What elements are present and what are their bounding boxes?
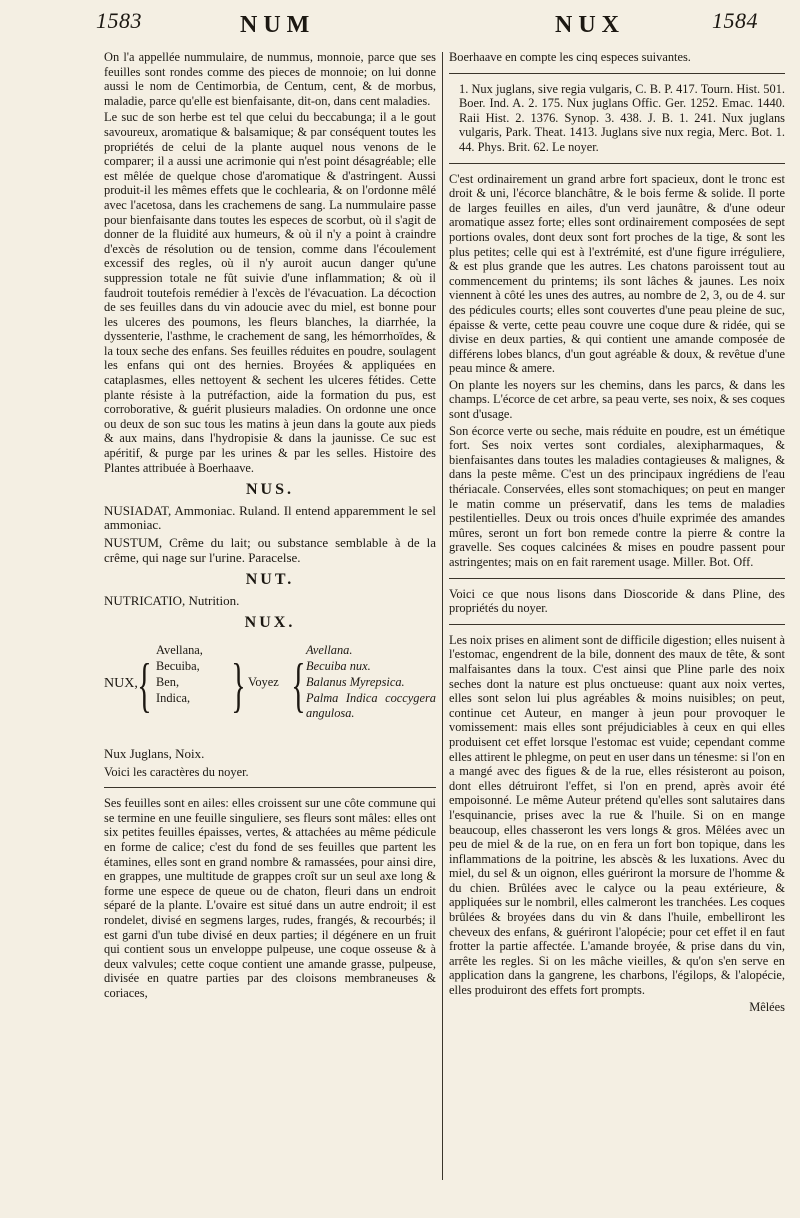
right-column — [449, 50, 785, 1014]
section-heading-nut: NUT. — [245, 571, 295, 589]
entry-nusiadat: NUSIADAT, Ammoniac. Ruland. Il entend apparemment le sel ammoniac. — [104, 502, 436, 533]
left-brace-icon: { — [137, 651, 152, 718]
section-heading-nux: NUX. — [244, 614, 296, 632]
voyez-label: Voyez — [248, 674, 279, 689]
horizontal-rule — [104, 787, 436, 788]
horizontal-rule — [449, 624, 785, 625]
column-divider — [442, 52, 443, 1180]
caracteres-line: Voici les caractères du noyer. — [104, 764, 249, 779]
dioscoride-paragraph: Voici ce que nous lisons dans Dioscoride & dans Pline, des propriétés du noyer. — [449, 586, 785, 616]
page-header — [0, 4, 800, 44]
arbre-paragraph: C'est ordinairement un grand arbre fort spacieux, dont le tronc est droit & uni, l'écorce blanchâtre, & le bois ferme & solide. Il porte de larges feuilles en ailes, d'un verd jaunâtre, & d'une odeur aromatique assez forte; elles sont ordinairement composées de sept portions ovales, dont deux sont fort proches de la tige, & sont les plus petites; celle qui est à l'extrémité, est d'une figure irréguliere, & est plus grande que les autres. Les chatons paroissent tout au commencement du printems; ils sont lâches & jaunes. Les noix viennent à côté les unes des autres, au nombre de 2, 3, ou de 4. sur des pédicules courts; elles sont couvertes d'une peau pleine de suc, épaisse & verte, cette peau couvre une coque dure & ridée, qui se divise en deux parties, & qui contient une amande composée de différens lobes blancs, d'un gout agréable & doux, & revêtue d'une peau mince & amere. — [449, 171, 785, 376]
right-running-head: NUX — [555, 12, 625, 38]
nux-ref-item: Avellana. — [306, 642, 353, 657]
horizontal-rule — [449, 163, 785, 164]
left-page-number: 1583 — [96, 8, 142, 33]
horizontal-rule — [449, 578, 785, 579]
nux-ref-item: Becuiba nux. — [306, 658, 371, 673]
nux-ref-item: Balanus Myrepsica. — [306, 674, 405, 689]
entry-nutricatio: NUTRICATIO, Nutrition. — [104, 592, 240, 608]
boerhaave-intro: Boerhaave en compte les cinq especes suivantes. — [449, 50, 691, 64]
nux-ref-item: Palma Indica coccygera angulosa. — [306, 690, 436, 720]
ecorce-paragraph: Son écorce verte ou seche, mais réduite en poudre, est un émétique fort. Ses noix vertes sont cordiales, alexipharmaques, & bienfaisantes dans toutes les maladies contagieuses & malignes, & dans la peste même. C'est un des principaux ingrédiens de l'eau thériacale. Conservées, elles sont stomachiques; on peut en manger le matin comme un préservatif, dans les tems de maladies pestilentielles. Deux ou trois onces d'huile exprimée des amandes mûres, seront un fort bon remede contre la pierre & contre la gravelle. Ses coques calcinées & mises en poudre passent pour astringentes; mais on en fait rarement usage. Miller. Bot. Off. — [449, 423, 785, 569]
section-heading-nus: NUS. — [245, 481, 294, 499]
noix-paragraph: Les noix prises en aliment sont de difficile digestion; elles nuisent à l'estomac, engendrent de la bile, donnent des maux de tête, & sont malfaisantes dans la toux. C'est ainsi que Pline parle des noix seches dont la nature est plus onctueuse: quant aux noix vertes, elles sont selon lui plus agréables & moins nuisibles; on peut, continue cet Auteur, en manger à jeun pour provoquer le vomissement: mais elles sont préjudiciables à ceux en qui elles produisent cet effet lorsque l'estomac est vuide; cependant comme elles attirent le phlegme, on peut en user dans un ténesme: si l'on en a mangé avec des figues & de la rue, elles résisteront au poison, dont elles détruiront l'effet, si l'on en prend, après avoir été empoisonné. Le même Auteur prétend qu'elles sont salutaires dans l'esquinancie, prises avec la rue & l'huile. Si on en mange beaucoup, elles chasseront les vers longs & gros. Mêlées avec un peu de miel & de la rue, on en fera un fort bon topique, dans les inflammations de la poitrine, les abscès & les luxations. Avec du miel, du sel & un oignon, elles guériront la morsure de l'homme & du chien. Brûlées avec le calyce ou la peau extérieure, & appliquées sur le nombril, elles calmeront les tranchées. Les coques brûlées & broyées dans du vin & dans l'huile, embelliront les cheveux des enfans, & guériront l'alopécie; pour cet effet il en faut frotter la partie affectée. L'amande broyée, & prise dans du vin, arrête les regles. Si on les mâche vieilles, & qu'on s'en serve en application dans la gangrene, les charbons, l'égilops, & l'alopécie, elles produiront des effets fort prompts. — [449, 632, 785, 998]
nux-label: NUX, — [104, 675, 138, 691]
nux-list-item: Avellana, — [156, 642, 203, 657]
entry-nux-juglans: Nux Juglans, Noix. — [104, 745, 205, 761]
left-brace-icon: { — [291, 651, 306, 718]
left-column — [104, 50, 436, 1002]
nux-list-item: Becuiba, — [156, 658, 200, 673]
nux-cross-reference-table — [104, 637, 436, 737]
feuilles-paragraph: Ses feuilles sont en ailes: elles croissent sur une côte commune qui se termine en une feuille singuliere, ses fleurs sont mâles: elles ont six petites feuilles épaisses, vertes, & attachées au même pédicule en forme de calice; c'est du fond de ses feuilles que partent les étamines, elles sont en grand nombre & ramassées, pour ainsi dire, en grappes, une multitude de grappes croît sur un seul axe long & forme une espece de queue ou de chaton, fleuri dans un endroit séparé de la plante. L'ovaire est situé dans un autre endroit; il est rondelet, divisé en segmens larges, rudes, frangés, & recourbés; il est garni d'un tube divisé en deux parties; il dégénere en un fruit qui contient sous un enveloppe pulpeuse, une coque osseuse & à deux valvules; cette coque contient une amande grasse, pulpeuse, divisée en quatre parties par des cloisons membraneuses & coriaces, — [104, 796, 436, 1000]
horizontal-rule — [449, 73, 785, 74]
left-running-head: NUM — [240, 12, 316, 38]
right-brace-icon: } — [231, 651, 246, 718]
nux-list-item: Ben, — [156, 674, 180, 689]
nummulaire-paragraph: On l'a appellée nummulaire, de nummus, monnoie, parce que ses feuilles sont rondes comme des pieces de monnoie; on lui donne aussi le nom de Centimorbia, de Centum, cent, & de morbus, maladie, parce qu'elle est bienfaisante, dit-on, dans cent maladies. — [104, 50, 436, 108]
entry-nustum: NUSTUM, Crême du lait; ou substance semblable à de la crême, qui nage sur l'urine. Paracelse. — [104, 535, 436, 565]
species-synonymy: 1. Nux juglans, sive regia vulgaris, C. B. P. 417. Tourn. Hist. 501. Boer. Ind. A. 2. 175. Nux juglans Offic. Ger. 1252. Emac. 1440. Raii Hist. 2. 1376. Synop. 3. 438. J. B. 1. 241. Nux juglans vulgaris, Park. Theat. 1413. Juglans sive nux regia, Merc. Bot. 1. 44. Phys. Brit. 62. Le noyer. — [459, 81, 785, 154]
nux-list-item: Indica, — [156, 690, 191, 705]
catchword: Mêlées — [749, 999, 785, 1014]
suc-paragraph: Le suc de son herbe est tel que celui du beccabunga; il a le gout savoureux, aromatique & balsamique; & par conséquent toutes les propriétés de celui de la plante auquel nous venons de le comparer; il a aussi une acrimonie qui n'est point désagréable; elle est mêlée de quelque chose d'aromatique & d'astringent. Aussi produit-il les mêmes effets que le cochlearia, & on l'ordonne mêlé avec l'acetosa, dans les crachemens de sang. La nummulaire passe pour bienfaisante dans toutes les especes de scorbut, où il s'agit de donner de la fluidité aux humeurs, & où il n'y a point à craindre d'excès de résolution ou de tension, comme dans l'écoulement excessif des regles, où il n'y auroit aucun danger qu'une suppression totale ne fût suivie d'une inflammation; & où il faudroit toutefois remédier à l'excès de l'évacuation. La décoction de ses feuilles dans du vin adoucie avec du miel, est bonne pour les ulceres des poumons, les fleurs blanches, la diarrhée, la dyssenterie, l'asthme, le crachement de sang, les hémorrhoïdes, & la toux seche des enfans. Ses feuilles réduites en poudre, soulagent les enfans qui ont des hernies. Broyées & appliquées en cataplasmes, elles nettoyent & sechent les ulceres fétides. Cette plante résiste à la putréfaction, aide la formation du pus, est corroborative, & guérit plusieurs maladies. On ordonne une once ou deux de son suc tous les matins à jeun dans la goute aux pieds & aux mains, dans l'hydropisie & dans la jaunisse. Ce suc est apéritif, & purge par les urines & par les selles. Histoire des Plantes attribuée à Boerhaave. — [104, 110, 436, 475]
plante-paragraph: On plante les noyers sur les chemins, dans les parcs, & dans les champs. L'écorce de cet arbre, sa peau verte, ses noix, & ses coques sont d'usage. — [449, 377, 785, 422]
right-page-number: 1584 — [712, 8, 758, 33]
